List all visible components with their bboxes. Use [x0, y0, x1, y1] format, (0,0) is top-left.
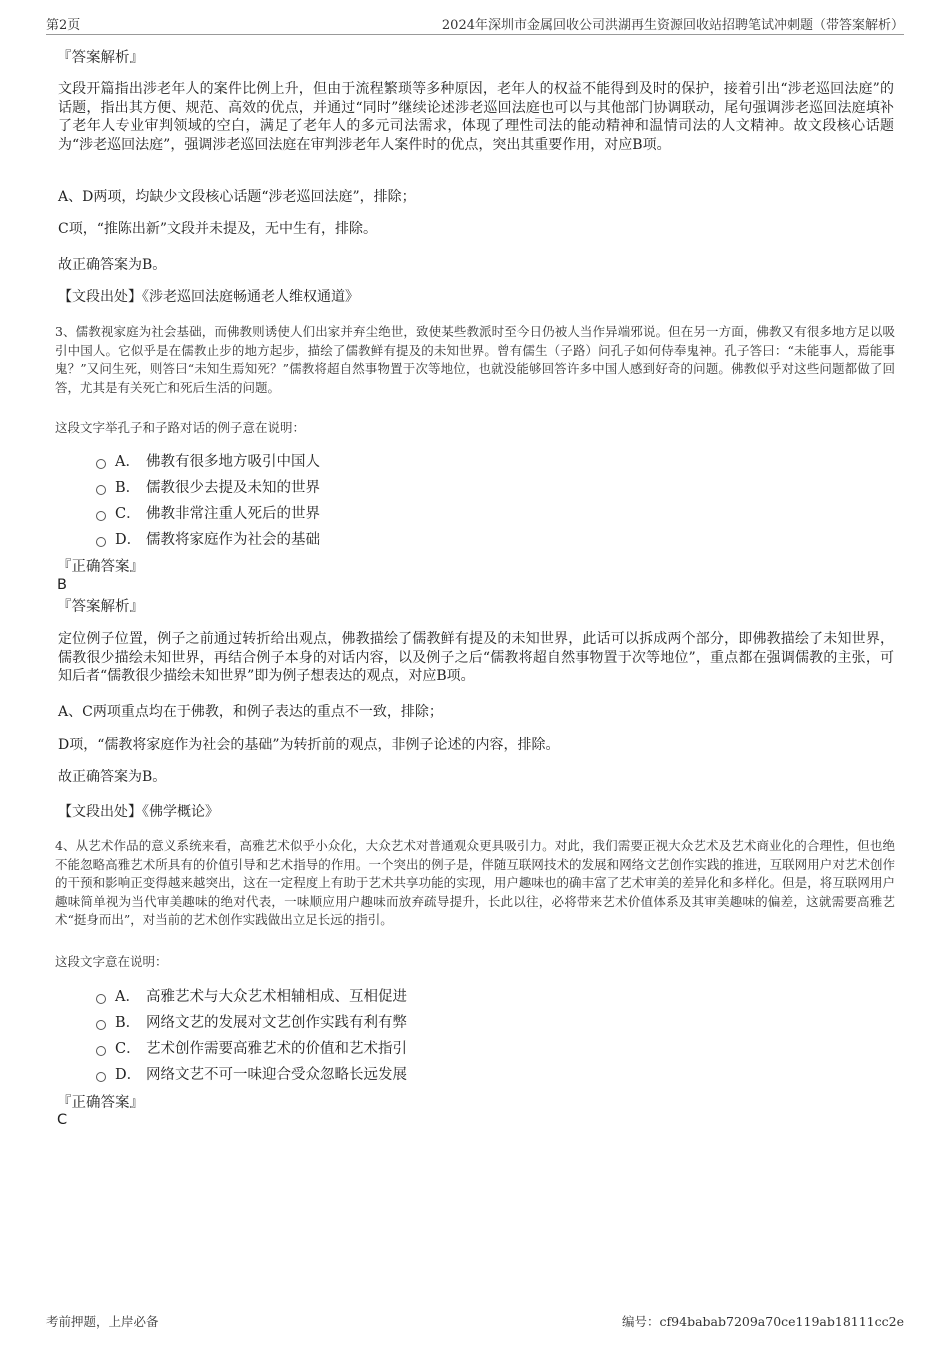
radio-icon[interactable] [96, 1020, 106, 1030]
option-letter: C． [115, 506, 141, 522]
page-number: 第2页 [46, 18, 81, 33]
question-4-prompt: 这段文字意在说明： [55, 954, 168, 969]
option-letter: D． [115, 1067, 142, 1083]
option-text: 网络文艺不可一味迎合受众忽略长远发展 [146, 1067, 407, 1083]
option-text: 儒教将家庭作为社会的基础 [146, 532, 320, 548]
footer-slogan: 考前押题，上岸必备 [46, 1314, 159, 1329]
q3-option-c[interactable] [96, 505, 320, 523]
analysis-label: 『答案解析』 [57, 50, 144, 66]
option-text: 高雅艺术与大众艺术相辅相成、互相促进 [146, 989, 407, 1005]
document-title: 2024年深圳市金属回收公司洪湖再生资源回收站招聘笔试冲刺题（带答案解析） [441, 18, 904, 33]
correct-answer: C [57, 1112, 68, 1128]
exclusion-text: A、D两项，均缺少文段核心话题“涉老巡回法庭”，排除； [58, 189, 416, 205]
option-text: 佛教有很多地方吸引中国人 [146, 454, 320, 470]
question-4-text: 4、从艺术作品的意义系统来看，高雅艺术似乎小众化，大众艺术对普通观众更具吸引力。对此，我们需要正视大众艺术及艺术商业化的合理性，但也绝不能忽略高雅艺术所具有的价值引导和艺术指导的作用。一个突出的例子是，伴随互联网技术的发展和网络文艺创作实践的推进，互联网用户对艺术创作的干预和影响正变得越来越突出，这在一定程度上有助于艺术共享功能的实现，用户趣味也的确丰富了艺术审美的差异化和多样化。但是，将互联网用户趣味简单视为当代审美趣味的绝对代表，一味顺应用户趣味而放弃疏导提升，长此以往，必将带来艺术价值体系及其审美趣味的偏差，这就需要高雅艺术“挺身而出”，对当前的艺术创作实践做出立足长远的指引。 [55, 838, 895, 927]
option-text: 儒教很少去提及未知的世界 [146, 480, 320, 496]
question-3-text: 3、儒教视家庭为社会基础，而佛教则诱使人们出家并弃尘绝世，致使某些教派时至今日仍被人当作异端邪说。但在另一方面，佛教又有很多地方足以吸引中国人。它似乎是在儒教止步的地方起步，描绘了儒教鲜有提及的未知世界。曾有儒生（子路）问孔子如何侍奉鬼神。孔子答曰：“未能事人，焉能事鬼？”又问生死，则答曰“未知生焉知死？”儒教将超自然事物置于次等地位，也就没能够回答许多中国人感到好奇的问题。佛教似乎对这些问题都做了回答，尤其是有关死亡和死后生活的问题。 [55, 324, 895, 395]
option-text: 艺术创作需要高雅艺术的价值和艺术指引 [146, 1041, 407, 1057]
q3-option-a[interactable] [96, 453, 320, 471]
page-footer [46, 1312, 904, 1332]
option-text: 网络文艺的发展对文艺创作实践有利有弊 [146, 1015, 407, 1031]
radio-icon[interactable] [96, 994, 106, 1004]
conclusion-text: 故正确答案为B。 [58, 769, 167, 785]
radio-icon[interactable] [96, 459, 106, 469]
answer-label: 『正确答案』 [57, 559, 144, 575]
conclusion-text: 故正确答案为B。 [58, 257, 167, 273]
exclusion-text: A、C两项重点均在于佛教，和例子表达的重点不一致，排除； [58, 704, 443, 720]
source-text: 【文段出处】《佛学概论》 [58, 804, 219, 820]
q3-option-b[interactable] [96, 479, 320, 497]
radio-icon[interactable] [96, 537, 106, 547]
correct-answer: B [57, 577, 67, 593]
option-letter: A． [115, 989, 140, 1005]
option-letter: B． [115, 1015, 141, 1031]
q4-option-c[interactable] [96, 1040, 407, 1058]
radio-icon[interactable] [96, 1046, 106, 1056]
answer-label: 『正确答案』 [57, 1095, 144, 1111]
option-letter: C． [115, 1041, 141, 1057]
analysis-text: 文段开篇指出涉老年人的案件比例上升，但由于流程繁琐等多种原因，老年人的权益不能得到及时的保护，接着引出“涉老巡回法庭”的话题，指出其方便、规范、高效的优点，并通过“同时”继续论述涉老巡回法庭也可以与其他部门协调联动，尾句强调涉老巡回法庭填补了老年人专业审判领域的空白，满足了老年人的多元司法需求，体现了理性司法的能动精神和温情司法的人文精神。故文段核心话题为“涉老巡回法庭”，强调涉老巡回法庭在审判涉老年人案件时的优点，突出其重要作用，对应B项。 [58, 81, 894, 153]
exclusion-text: D项，“儒教将家庭作为社会的基础”为转折前的观点，非例子论述的内容，排除。 [58, 737, 560, 753]
option-letter: D． [115, 532, 142, 548]
document-id: 编号：cf94babab7209a70ce119ab18111cc2e [622, 1314, 904, 1329]
q4-option-d[interactable] [96, 1066, 407, 1084]
page-header [46, 12, 904, 35]
analysis-text: 定位例子位置，例子之前通过转折给出观点，佛教描绘了儒教鲜有提及的未知世界，此话可以拆成两个部分，即佛教描绘了未知世界，儒教很少描绘未知世界，再结合例子本身的对话内容，以及例子之后“儒教将超自然事物置于次等地位”，重点都在强调儒教的主张，可知后者“儒教很少描绘未知世界”即为例子想表达的观点，对应B项。 [58, 631, 894, 684]
option-letter: B． [115, 480, 141, 496]
radio-icon[interactable] [96, 511, 106, 521]
radio-icon[interactable] [96, 1072, 106, 1082]
option-text: 佛教非常注重人死后的世界 [146, 506, 320, 522]
analysis-label: 『答案解析』 [57, 599, 144, 615]
q3-option-d[interactable] [96, 531, 320, 549]
q4-option-b[interactable] [96, 1014, 407, 1032]
question-3-prompt: 这段文字举孔子和子路对话的例子意在说明： [55, 420, 306, 435]
source-text: 【文段出处】《涉老巡回法庭畅通老人维权通道》 [58, 289, 359, 305]
q4-option-a[interactable] [96, 988, 407, 1006]
radio-icon[interactable] [96, 485, 106, 495]
exclusion-text: C项，“推陈出新”文段并未提及，无中生有，排除。 [58, 221, 378, 237]
option-letter: A． [115, 454, 140, 470]
